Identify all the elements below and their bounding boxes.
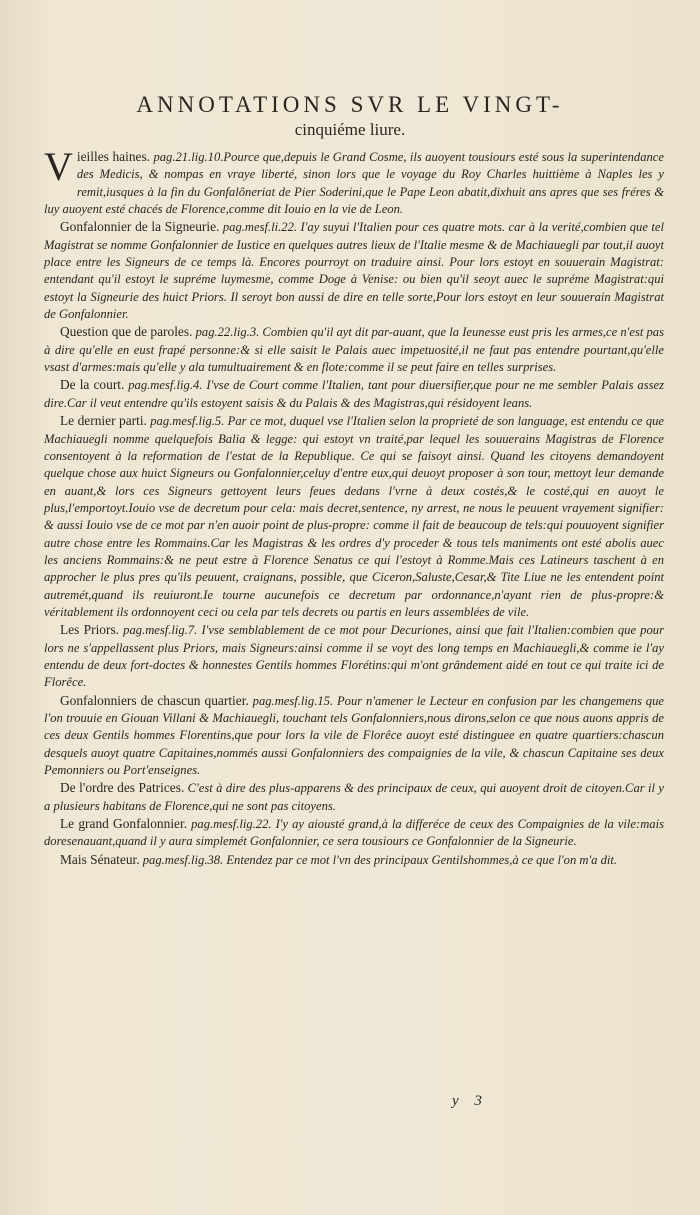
annotation-text: pag.mesf.lig.22. I'y ay aiousté grand,à la differéce de ceux des Compaignies de la vile:mais doresenauant,quand il y aura simplemét Gonfalonnier, ce sera tousiours ce Gonfalonnier de la Signeurie.: [44, 817, 664, 849]
annotation-lemma: Le dernier parti.: [60, 413, 147, 429]
annotation-lemma: De l'ordre des Patrices.: [60, 780, 185, 796]
annotation-paragraph: [44, 815, 664, 851]
annotation-lemma: Les Priors.: [60, 622, 120, 638]
annotation-paragraph: [44, 692, 664, 780]
annotation-text: pag.mesf.lig.15. Pour n'amener le Lecteur en confusion par les changemens que l'on trouuie en Giouan Villani & Machiauegli, touchant tels Gonfalonniers,nous dirons,selon ce que nous auons appris de ces deux Gentils hommes Florentins,que pour lors la vile de Florêce auoyt esté distinguee en quatre quartiers:chascun desquels auoyt quatre Capitaines,nommés aussi Gonfalonniers des compaignies de la vile, & chascun Capitaine ses deux Pemonniers ou Port'enseignes.: [44, 693, 664, 778]
annotations-body: [44, 144, 665, 869]
annotation-text: pag.mesf.lig.7. I'vse semblablement de ce mot pour Decuriones, ainsi que fait l'Italien:combien que pour lors ne s'appellassent plus Priors, mais Signeurs:ainsi comme il se voyt des long temps en Machiauegli,& comme ie l'ay entendu de deux fort-doctes & honnestes Gentils hommes Florétins:qui m'ont grândement aidé en tout ce qui traite ici de Florêce.: [44, 623, 664, 690]
annotation-lemma: Gonfalonnier de la Signeurie.: [60, 219, 220, 235]
annotation-paragraph: [44, 851, 664, 869]
annotation-lemma: Question que de paroles.: [60, 324, 193, 340]
annotation-text: pag.21.lig.10.Pource que,depuis le Grand Cosme, ils auoyent tousiours esté sous la superintendance des Medicis, & nompas en vraye liberté, sinon lors que le voyage du Roy Charles huittième à Naples les y remit,iusques à la fin du Gonfalôneriat de Pier Soderini,que le Pape Leon abatit,dixhuit ans apres que ses fréres & luy auoyent esté chacés de Florence,comme dit Iouio en la vie de Leon.: [44, 150, 664, 217]
annotation-paragraph: [44, 412, 664, 621]
annotation-lemma: Le grand Gonfalonnier.: [60, 816, 188, 832]
annotation-text: pag.22.lig.3. Combien qu'il ayt dit par-auant, que la Ieunesse eust pris les armes,ce n'est pas à dire qu'elle en eust frapé personne:& si elle saisit le Palais auec impetuosité,il ne faut pas entendre pourtant,qu'elle vsast d'armes:mais qu'elle y ala tumultuairement & en flote:comme il se peut faire en telles surprises.: [44, 325, 664, 375]
annotation-paragraph: [44, 144, 664, 218]
annotation-lemma: Gonfalonniers de chascun quartier.: [60, 692, 249, 708]
annotation-paragraph: [44, 218, 664, 323]
annotation-text: C'est à dire des plus-apparens & des principaux de ceux, qui auoyent droit de citoyen.Car il y a plusieurs habitans de Florence,qui ne sont pas citoyens.: [44, 781, 664, 813]
drop-cap: V: [44, 144, 73, 189]
annotation-lemma: Mais Sénateur.: [60, 851, 140, 867]
annotation-lemma: ieilles haines.: [76, 149, 151, 164]
page-title: ANNOTATIONS SVR LE VINGT-: [136, 92, 564, 117]
annotation-paragraph: [44, 779, 664, 815]
annotation-paragraph: [44, 621, 664, 691]
annotation-paragraph: [44, 376, 664, 412]
annotation-text: pag.mesf.lig.5. Par ce mot, duquel vse l'Italien selon la proprieté de son language, est entendu ce que Machiauegli nomme quelquefois Balia & legge: qui estoyt vn traité,par lequel les souuerains Magistras de Florence consentoyent à la reformation de l'estat de la Republique. Ce qui se faisoyt ainsi. Quand les citoyens demandoyent quelque chose aux huict Signeurs ou Gonfalonnier,celuy d'entre eux,qui deuoyt proposer à son tour, mettoyt leur demande en auant,& lors ces Signeurs gettoyent leurs feues dedans l'vrne à deux costés,& le costé,qui en auoyt le plus,l'emportoyt.Iouio vse de decretum pour cela: mais decret,sentence, ny arrest, ne nous le peuuent vrayement signifier: & aussi Iouio vse de ce mot par n'en auoir point de plus-propre: comme il fait de beaucoup de tels:qui pouuoyent signifier autre chose entre les Rommains.Car les Magistras & les ordres d'y proceder & tous tels maniments ont esté abolis auec les anciens Rommains:& ne peut estre à Florence Senatus ce qui l'estoyt à Romme.Mais ces Latineurs taschent à en approcher le plus pres qu'ils peuuent, craignans, possible, que Ciceron,Saluste,Cesar,& Tite Liue ne les entendent point autremét,quand ils reuiuront.Ie tourne aucunefois ce decretum par ordonnance,n'ayant rien de plus-propre:& véritablement ils ordonnoyent ceci ou cela par tels decrets ou partis en leurs assemblées de vile.: [44, 414, 665, 619]
signature-mark: y 3: [452, 1093, 488, 1109]
annotation-text: pag.mesf.li.22. I'ay suyui l'Italien pour ces quatre mots. car à la verité,combien que tel Magistrat se nomme Gonfalonnier de Iustice en quelques autres lieux de l'Italie mesme & de Machiauegli par tout,il auoyt place entre les Signeurs de ce temps là. Encores pourroyt on traduire ainsi. Pour lors estoyt en souuerain Magistrat: entendant qu'il estoyt le supréme luymesme, comme Doge à Venise: ou bien qu'il seoyt auec le supréme Magistrat:qui estoyt la Signeurie des huict Priors. Il seroyt bon aussi de dire en telle sorte,Pour lors estoyt en leur souuerain Magistrat de Gonfalonnier.: [44, 220, 664, 322]
annotation-text: pag.mesf.lig.4. I'vse de Court comme l'Italien, tant pour diuersifier,que pour ne me sembler Palais assez dire.Car il veut entendre qu'ils estoyent saisis & du Palais & des Magistras,qui résidoyent leans.: [44, 378, 664, 410]
annotation-text: pag.mesf.lig.38. Entendez par ce mot l'vn des principaux Gentilshommes,à ce que l'on m'a dit.: [142, 852, 618, 867]
annotation-lemma: De la court.: [60, 377, 125, 393]
annotation-paragraph: [44, 323, 664, 376]
page-subtitle: cinquiéme liure.: [294, 120, 406, 139]
